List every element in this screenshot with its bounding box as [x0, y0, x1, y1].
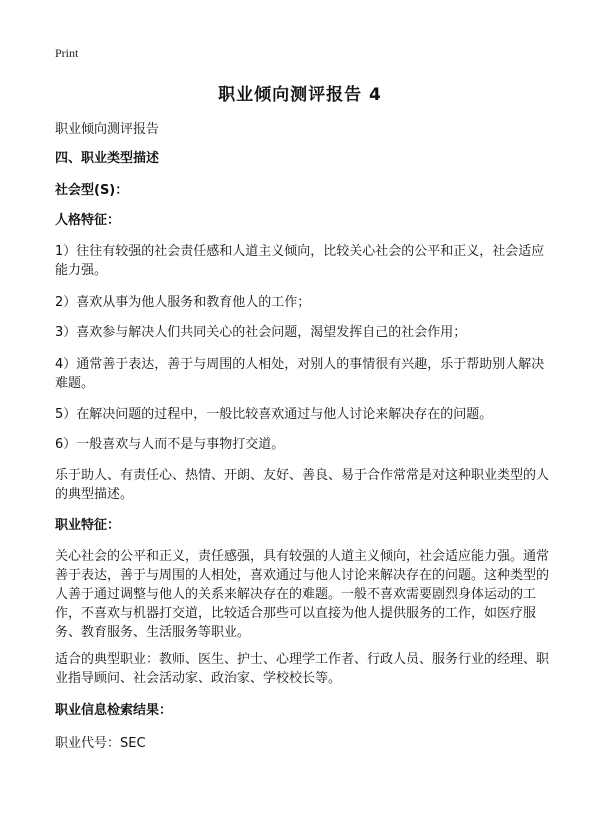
trait-item-2: 2）喜欢从事为他人服务和教育他人的工作；: [55, 295, 311, 310]
section-heading: 四、职业类型描述: [55, 151, 160, 166]
career-heading: 职业特征：: [55, 518, 121, 533]
type-heading: 社会型(S)：: [55, 183, 129, 198]
trait-item-5: 5）在解决问题的过程中，一般比较喜欢通过与他人讨论来解决存在的问题。: [55, 407, 493, 422]
career-code: 职业代号：SEC: [55, 736, 146, 751]
personality-heading: 人格特征：: [55, 213, 121, 228]
career-description: 关心社会的公平和正义，责任感强，具有较强的人道主义倾向，社会适应能力强。通常善于表达，善于与周围的人相处，喜欢通过与他人讨论来解决存在的问题。这种类型的人善于通过调整与他人的关系来解决存在的难题。一般不喜欢需要剧烈身体运动的工作，不喜欢与机器打交道，比较适合那些可以直接为他人提供服务的工作，如医疗服务、教育服务、生活服务等职业。: [55, 549, 550, 640]
trait-item-4: 4）通常善于表达，善于与周围的人相处，对别人的事情很有兴趣，乐于帮助别人解决难题。: [55, 357, 545, 391]
trait-item-3: 3）喜欢参与解决人们共同关心的社会问题，渴望发挥自己的社会作用；: [55, 325, 467, 340]
document-title: 职业倾向测评报告 4: [218, 85, 382, 105]
report-subtitle: 职业倾向测评报告: [55, 122, 160, 137]
trait-summary: 乐于助人、有责任心、热情、开朗、友好、善良、易于合作常常是对这种职业类型的人的典型描述。: [55, 468, 550, 502]
typical-jobs: 适合的典型职业：教师、医生、护士、心理学工作者、行政人员、服务行业的经理、职业指导顾问、社会活动家、政治家、学校校长等。: [55, 652, 550, 686]
trait-item-6: 6）一般喜欢与人而不是与事物打交道。: [55, 437, 285, 452]
trait-item-1: 1）往往有较强的社会责任感和人道主义倾向，比较关心社会的公平和正义，社会适应能力强。: [55, 244, 545, 278]
print-label: Print: [55, 46, 79, 60]
search-results-heading: 职业信息检索结果：: [55, 703, 173, 718]
